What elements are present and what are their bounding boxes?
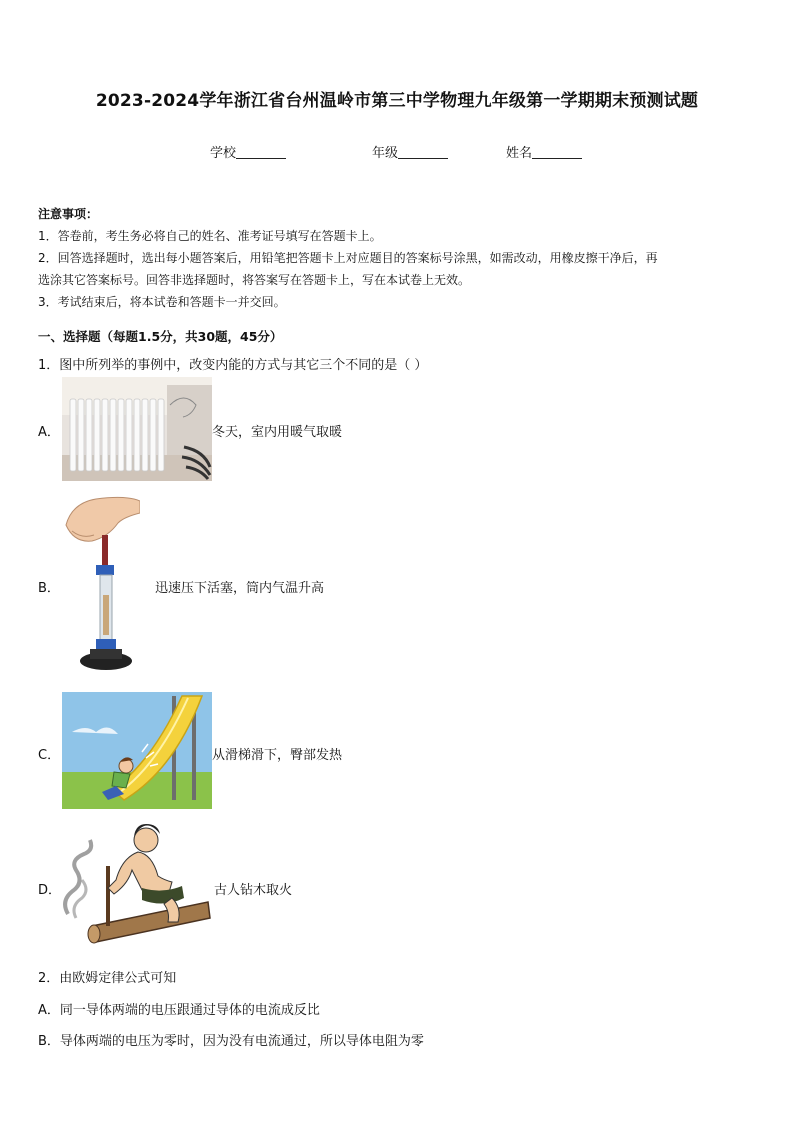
notes-heading: 注意事项：: [38, 207, 99, 221]
section-heading: 一、选择题（每题1.5分，共30题，45分）: [38, 329, 283, 344]
option-letter: A．: [38, 1003, 60, 1018]
school-label: 学校: [210, 146, 237, 161]
option-b-text: 迅速压下活塞，筒内气温升高: [155, 581, 325, 596]
fire-drill-image: [62, 818, 212, 948]
slide-illustration: [62, 692, 212, 809]
question-2-stem: 2．由欧姆定律公式可知: [38, 971, 177, 986]
option-c-letter: C．: [38, 748, 61, 763]
option-text: 同一导体两端的电压跟通过导体的电流成反比: [59, 1003, 320, 1018]
school-field: [210, 142, 286, 161]
option-a-letter: A．: [38, 425, 60, 440]
question-2-option-b: [38, 1030, 424, 1049]
note-item: 3．考试结束后，将本试卷和答题卡一并交回。: [38, 295, 286, 309]
note-item: 1．答卷前，考生务必将自己的姓名、准考证号填写在答题卡上。: [38, 229, 382, 243]
name-label: 姓名: [506, 146, 533, 161]
note-item: 选涂其它答案标号。回答非选择题时，将答案写在答题卡上，写在本试卷上无效。: [38, 273, 471, 287]
grade-blank: [398, 146, 448, 159]
piston-pump-image: [62, 495, 140, 677]
grade-field: [372, 142, 448, 161]
note-item: 2．回答选择题时，选出每小题答案后，用铅笔把答题卡上对应题目的答案标号涂黑，如需改动，用橡皮擦干净后，再: [38, 251, 658, 265]
piston-pump-illustration: [62, 495, 140, 677]
fire-drill-illustration: [62, 818, 212, 948]
page-title: 2023-2024学年浙江省台州温岭市第三中学物理九年级第一学期期末预测试题: [95, 91, 699, 111]
notes-block: [38, 203, 760, 313]
option-a-text: 冬天，室内用暖气取暖: [212, 425, 343, 440]
option-b-letter: B．: [38, 581, 60, 596]
school-blank: [236, 146, 286, 159]
grade-label: 年级: [372, 146, 399, 161]
name-field: [506, 142, 582, 161]
option-c-text: 从滑梯滑下，臀部发热: [212, 748, 343, 763]
option-letter: B．: [38, 1034, 60, 1049]
option-d-letter: D．: [38, 883, 62, 898]
question-1-stem: 1．图中所列举的事例中，改变内能的方式与其它三个不同的是（ ）: [38, 358, 428, 373]
radiator-illustration: [62, 377, 212, 481]
question-2-option-a: [38, 999, 320, 1018]
option-text: 导体两端的电压为零时，因为没有电流通过，所以导体电阻为零: [59, 1034, 424, 1049]
option-d-text: 古人钻木取火: [214, 883, 293, 898]
slide-image: [62, 692, 212, 809]
name-blank: [532, 146, 582, 159]
radiator-image: [62, 377, 212, 481]
